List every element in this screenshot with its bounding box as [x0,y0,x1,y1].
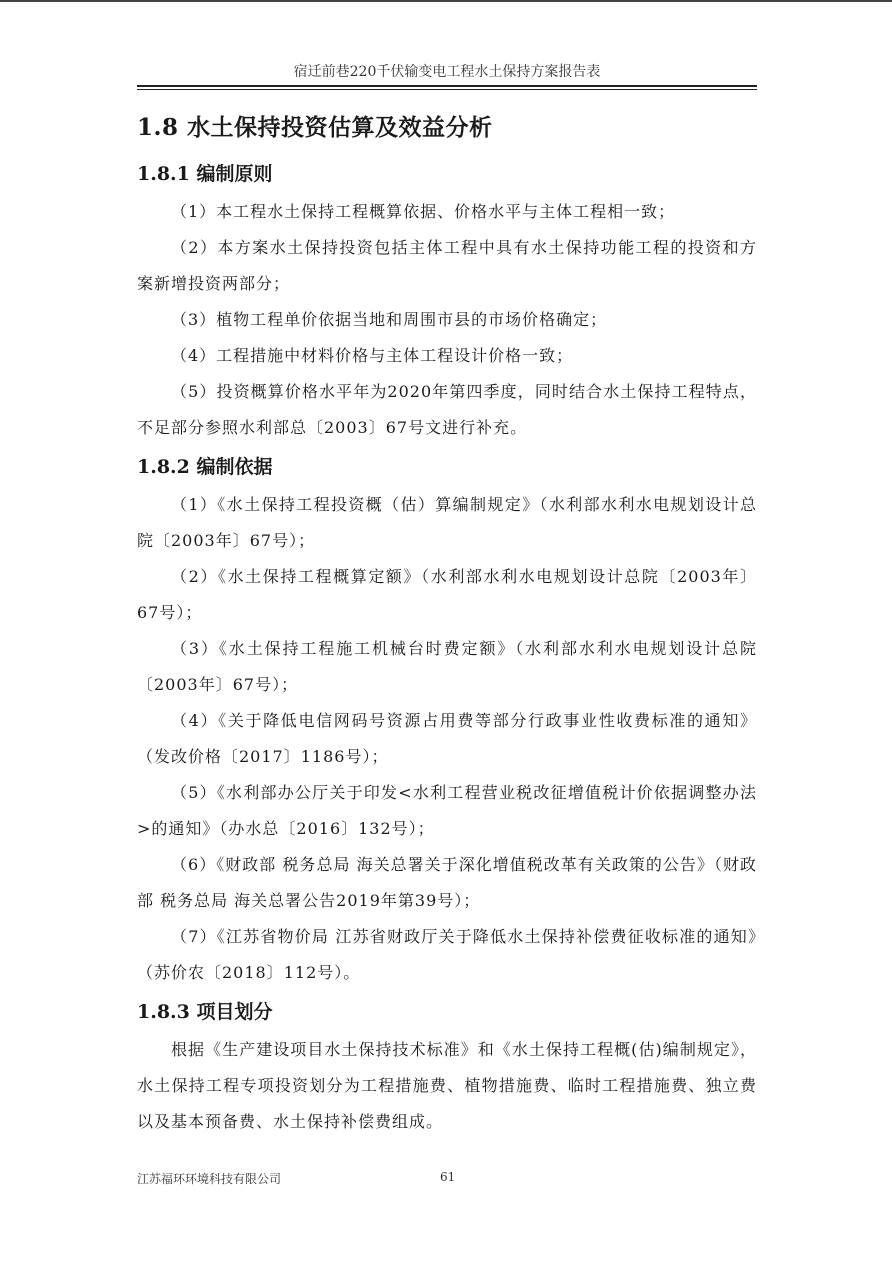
subsection-title-project-division: 1.8.3 项目划分 [137,1001,273,1023]
running-header: 宿迁前巷220千伏输变电工程水土保持方案报告表 [293,64,601,80]
paragraph: （4）工程措施中材料价格与主体工程设计价格一致； [171,346,574,365]
page-body [137,108,757,1140]
paragraph: （5）《水利部办公厅关于印发<水利工程营业税改征增值税计价依据调整办法>的通知》（办水总〔2016〕132号）； [137,783,757,838]
paragraph: （6）《财政部 税务总局 海关总署关于深化增值税改革有关政策的公告》（财政部 税务总局 海关总署公告2019年第39号）； [137,855,757,910]
section-title: 1.8 水土保持投资估算及效益分析 [137,114,493,141]
subsection-title-compilation-principles: 1.8.1 编制原则 [137,163,273,185]
paragraph: 根据《生产建设项目水土保持技术标准》和《水土保持工程概(估)编制规定》，水土保持工程专项投资划分为工程措施费、植物措施费、临时工程措施费、独立费以及基本预备费、水土保持补偿费组成。 [137,1040,757,1131]
paragraph: （1）本工程水土保持工程概算依据、价格水平与主体工程相一致； [171,202,676,221]
page-number: 61 [440,1170,456,1184]
header-rule-thin [137,89,757,90]
paragraph: （4）《关于降低电信网码号资源占用费等部分行政事业性收费标准的通知》（发改价格〔2017〕1186号）； [137,711,757,766]
subsection-title-compilation-basis: 1.8.2 编制依据 [137,456,273,478]
paragraph: （7）《江苏省物价局 江苏省财政厅关于降低水土保持补偿费征收标准的通知》（苏价农〔2018〕112号）。 [137,927,757,982]
header-rule-thick [137,85,757,87]
top-border-line [0,0,892,2]
paragraph: （3）《水土保持工程施工机械台时费定额》（水利部水利水电规划设计总院〔2003年〕67号）； [137,639,757,694]
page-footer [137,1170,757,1190]
paragraph: （5）投资概算价格水平年为2020年第四季度，同时结合水土保持工程特点，不足部分参照水利部总〔2003〕67号文进行补充。 [137,382,757,437]
footer-company: 江苏福环环境科技有限公司 [137,1172,282,1186]
paragraph: （2）本方案水土保持投资包括主体工程中具有水土保持功能工程的投资和方案新增投资两部分； [137,238,757,293]
paragraph: （3）植物工程单价依据当地和周围市县的市场价格确定； [171,310,608,329]
paragraph: （2）《水土保持工程概算定额》（水利部水利水电规划设计总院〔2003年〕67号）； [137,567,757,622]
paragraph: （1）《水土保持工程投资概（估）算编制规定》（水利部水利水电规划设计总院〔2003年〕67号）； [137,495,757,550]
